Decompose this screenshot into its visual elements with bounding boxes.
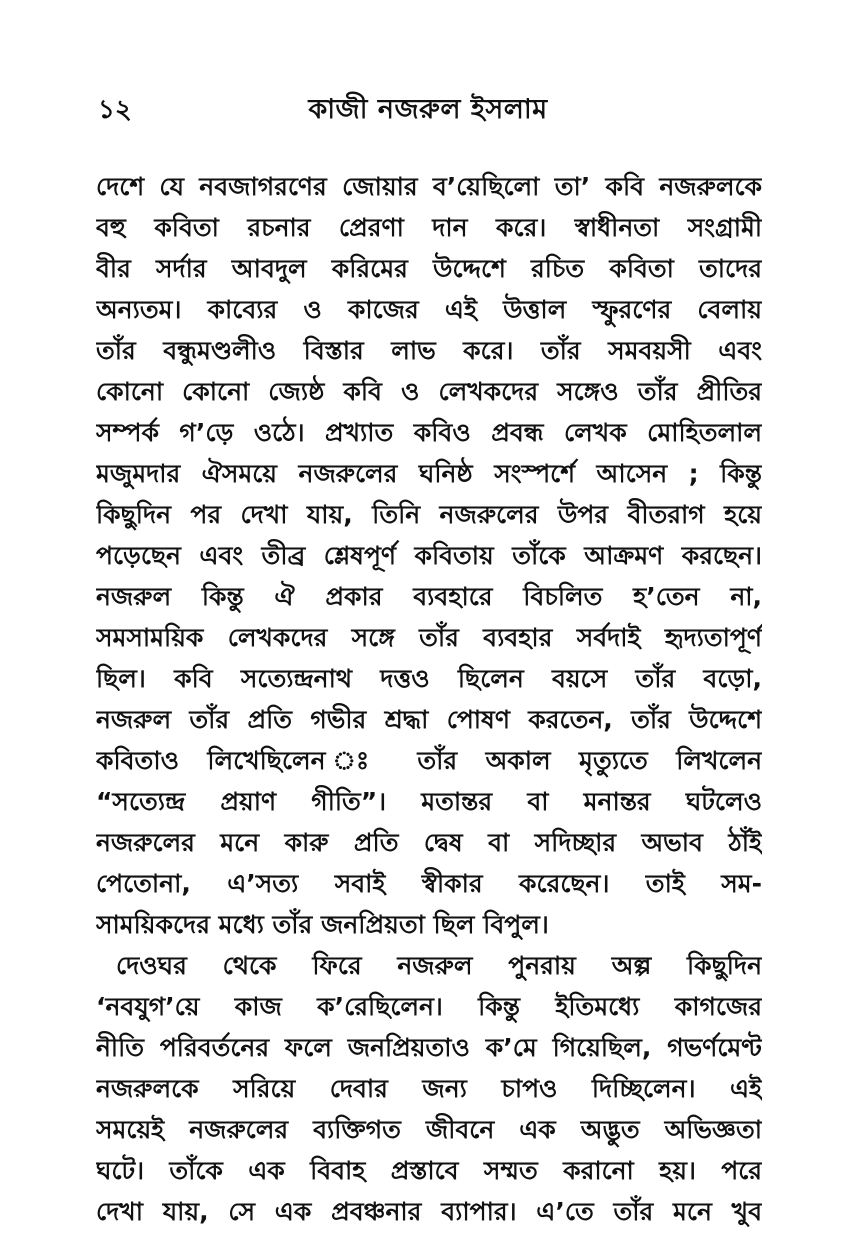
text-line: নজরুলের মনে কারু প্রতি দ্বেষ বা সদিচ্ছার অভাব ঠাঁই	[96, 828, 762, 857]
text-line: দেশে যে নবজাগরণের জোয়ার ব’য়েছিলো তা’ কবি নজরুলকে	[96, 172, 762, 201]
text-line: নীতি পরিবর্তনের ফলে জনপ্রিয়তাও ক’মে গিয়েছিল, গভর্ণমেণ্ট	[96, 1033, 762, 1062]
text-line: সাময়িকদের মধ্যে তাঁর জনপ্রিয়তা ছিল বিপুল।	[96, 910, 549, 939]
running-title: কাজী নজরুল ইসলাম	[308, 94, 548, 125]
text-line: ঘটে। তাঁকে এক বিবাহ প্রস্তাবে সম্মত করানো হয়। পরে	[96, 1156, 762, 1185]
text-line: অন্যতম। কাব্যের ও কাজের এই উত্তাল স্ফুরণের বেলায়	[96, 295, 762, 324]
text-line: নজরুলকে সরিয়ে দেবার জন্য চাপও দিচ্ছিলেন। এই	[96, 1074, 762, 1103]
text-line: দেখা যায়, সে এক প্রবঞ্চনার ব্যাপার। এ’তে তাঁর মনে খুব	[96, 1197, 762, 1226]
text-line: তাঁর বন্ধুমণ্ডলীও বিস্তার লাভ করে। তাঁর সমবয়সী এবং	[96, 336, 762, 365]
text-line: নজরুল কিন্তু ঐ প্রকার ব্যবহারে বিচলিত হ’তেন না,	[96, 582, 762, 611]
paragraph-2	[96, 945, 762, 1232]
text-line: সময়েই নজরুলের ব্যক্তিগত জীবনে এক অদ্ভুত অভিজ্ঞতা	[96, 1115, 762, 1144]
text-line: বহু কবিতা রচনার প্রেরণা দান করে। স্বাধীনতা সংগ্রামী	[96, 213, 762, 242]
text-line: ‘নবযুগ’য়ে কাজ ক’রেছিলেন। কিন্তু ইতিমধ্যে কাগজের	[96, 992, 762, 1021]
text-line: বীর সর্দার আবদুল করিমের উদ্দেশে রচিত কবিতা তাদের	[96, 254, 762, 283]
text-line: ছিল। কবি সত্যেন্দ্রনাথ দত্তও ছিলেন বয়সে তাঁর বড়ো,	[96, 664, 762, 693]
text-line: সম্পর্ক গ’ড়ে ওঠে। প্রখ্যাত কবিও প্রবন্ধ লেখক মোহিতলাল	[96, 418, 762, 447]
text-line: মজুমদার ঐসময়ে নজরুলের ঘনিষ্ঠ সংস্পর্শে আসেন ; কিন্তু	[96, 459, 762, 488]
page-number: ১২	[98, 95, 132, 125]
text-line: পড়েছেন এবং তীব্র শ্লেষপূর্ণ কবিতায় তাঁকে আক্রমণ করছেন।	[96, 541, 762, 570]
body-text	[96, 166, 762, 1232]
text-line: “সত্যেন্দ্র প্রয়াণ গীতি”। মতান্তর বা মনান্তর ঘটলেও	[96, 787, 762, 816]
text-line: কিছুদিন পর দেখা যায়, তিনি নজরুলের উপর বীতরাগ হয়ে	[96, 500, 762, 529]
text-line: নজরুল তাঁর প্রতি গভীর শ্রদ্ধা পোষণ করতেন, তাঁর উদ্দেশে	[96, 705, 762, 734]
text-line: কোনো কোনো জ্যেষ্ঠ কবি ও লেখকদের সঙ্গেও তাঁর প্রীতির	[96, 377, 762, 406]
text-line: কবিতাও লিখেছিলেন ঃ তাঁর অকাল মৃত্যুতে লিখলেন	[96, 746, 762, 775]
text-line: দেওঘর থেকে ফিরে নজরুল পুনরায় অল্প কিছুদিন	[116, 951, 762, 980]
page-header	[98, 92, 758, 132]
paragraph-1	[96, 166, 762, 945]
text-line: পেতোনা, এ’সত্য সবাই স্বীকার করেছেন। তাই সম-	[96, 869, 762, 898]
text-line: সমসাময়িক লেখকদের সঙ্গে তাঁর ব্যবহার সর্বদাই হৃদ্যতাপূর্ণ	[96, 623, 762, 652]
